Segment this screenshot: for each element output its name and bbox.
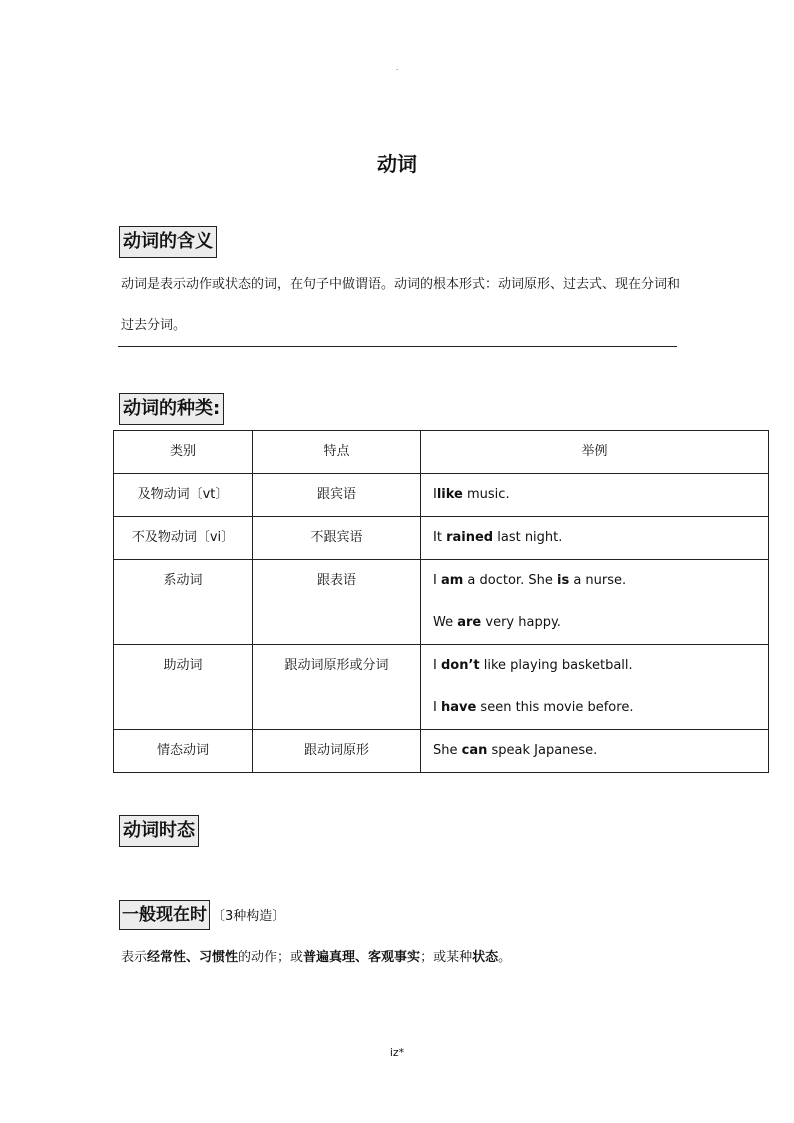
feature-cell: 跟动词原形	[253, 730, 421, 773]
category-cell: 情态动词	[114, 730, 253, 773]
emphasized-word: 经常性、习惯性	[147, 950, 239, 965]
tense-description	[121, 938, 681, 978]
text-run: a nurse.	[569, 573, 627, 588]
text-run: music.	[462, 487, 510, 502]
table-header-row	[114, 431, 769, 474]
text-run: very happy.	[481, 615, 561, 630]
text-run: a doctor. She	[463, 573, 557, 588]
emphasized-word: am	[440, 573, 464, 588]
emphasized-word: have	[440, 700, 477, 715]
header-mark: .	[396, 64, 399, 72]
example-cell	[421, 730, 769, 773]
subheading-note: 〔3种构造〕	[212, 909, 286, 924]
emphasized-word: like	[436, 487, 463, 502]
section-heading-types: 动词的种类:	[119, 393, 224, 425]
text-run: It	[433, 530, 447, 545]
emphasized-word: rained	[446, 530, 494, 545]
section-heading-tense: 动词时态	[119, 815, 199, 847]
table-row	[114, 474, 769, 517]
example-sentence	[421, 687, 768, 729]
example-sentence	[421, 645, 768, 687]
page-footer: iz*	[389, 1046, 405, 1059]
emphasized-word: 普遍真理、客观事实	[303, 950, 421, 965]
text-run: last night.	[493, 530, 563, 545]
example-sentence	[421, 602, 768, 644]
example-cell	[421, 645, 769, 730]
text-run: 。	[498, 950, 512, 965]
text-run: seen this movie before.	[476, 700, 634, 715]
text-run: We	[433, 615, 458, 630]
example-cell	[421, 474, 769, 517]
text-run: I	[433, 700, 441, 715]
emphasized-word: are	[457, 615, 482, 630]
document-title: 动词	[377, 152, 417, 176]
column-header-feature: 特点	[253, 431, 421, 474]
table-row	[114, 560, 769, 645]
feature-cell: 跟宾语	[253, 474, 421, 517]
verb-types-table	[113, 430, 769, 773]
column-header-examples: 举例	[421, 431, 769, 474]
category-cell: 不及物动词〔vi〕	[114, 517, 253, 560]
subheading-label: 一般现在时	[119, 900, 210, 930]
feature-cell: 不跟宾语	[253, 517, 421, 560]
text-run: I	[433, 658, 441, 673]
table-row	[114, 517, 769, 560]
emphasized-word: can	[461, 743, 488, 758]
category-cell: 系动词	[114, 560, 253, 645]
example-sentence	[421, 560, 768, 602]
category-cell: 及物动词〔vt〕	[114, 474, 253, 517]
text-run: She	[433, 743, 462, 758]
feature-cell: 跟表语	[253, 560, 421, 645]
feature-cell: 跟动词原形或分词	[253, 645, 421, 730]
text-run: speak Japanese.	[487, 743, 598, 758]
text-run: I	[433, 487, 437, 502]
text-run: I	[433, 573, 441, 588]
example-cell	[421, 560, 769, 645]
text-run: 表示	[121, 950, 148, 965]
text-run: like playing basketball.	[479, 658, 633, 673]
table-row	[114, 645, 769, 730]
section-heading-meaning: 动词的含义	[119, 226, 217, 258]
example-sentence	[421, 730, 768, 772]
text-run: 的动作；或	[238, 950, 304, 965]
emphasized-word: don’t	[440, 658, 480, 673]
example-sentence	[421, 474, 768, 516]
table-row	[114, 730, 769, 773]
divider-line	[118, 346, 677, 347]
column-header-category: 类别	[114, 431, 253, 474]
example-cell	[421, 517, 769, 560]
text-run: ；或某种	[420, 950, 473, 965]
example-sentence	[421, 517, 768, 559]
meaning-paragraph: 动词是表示动作或状态的词，在句子中做谓语。动词的根本形式：动词原形、过去式、现在分词和过去分词。	[121, 277, 681, 333]
emphasized-word: is	[556, 573, 570, 588]
category-cell: 助动词	[114, 645, 253, 730]
emphasized-word: 状态	[472, 950, 499, 965]
subheading-simple-present	[119, 900, 285, 930]
